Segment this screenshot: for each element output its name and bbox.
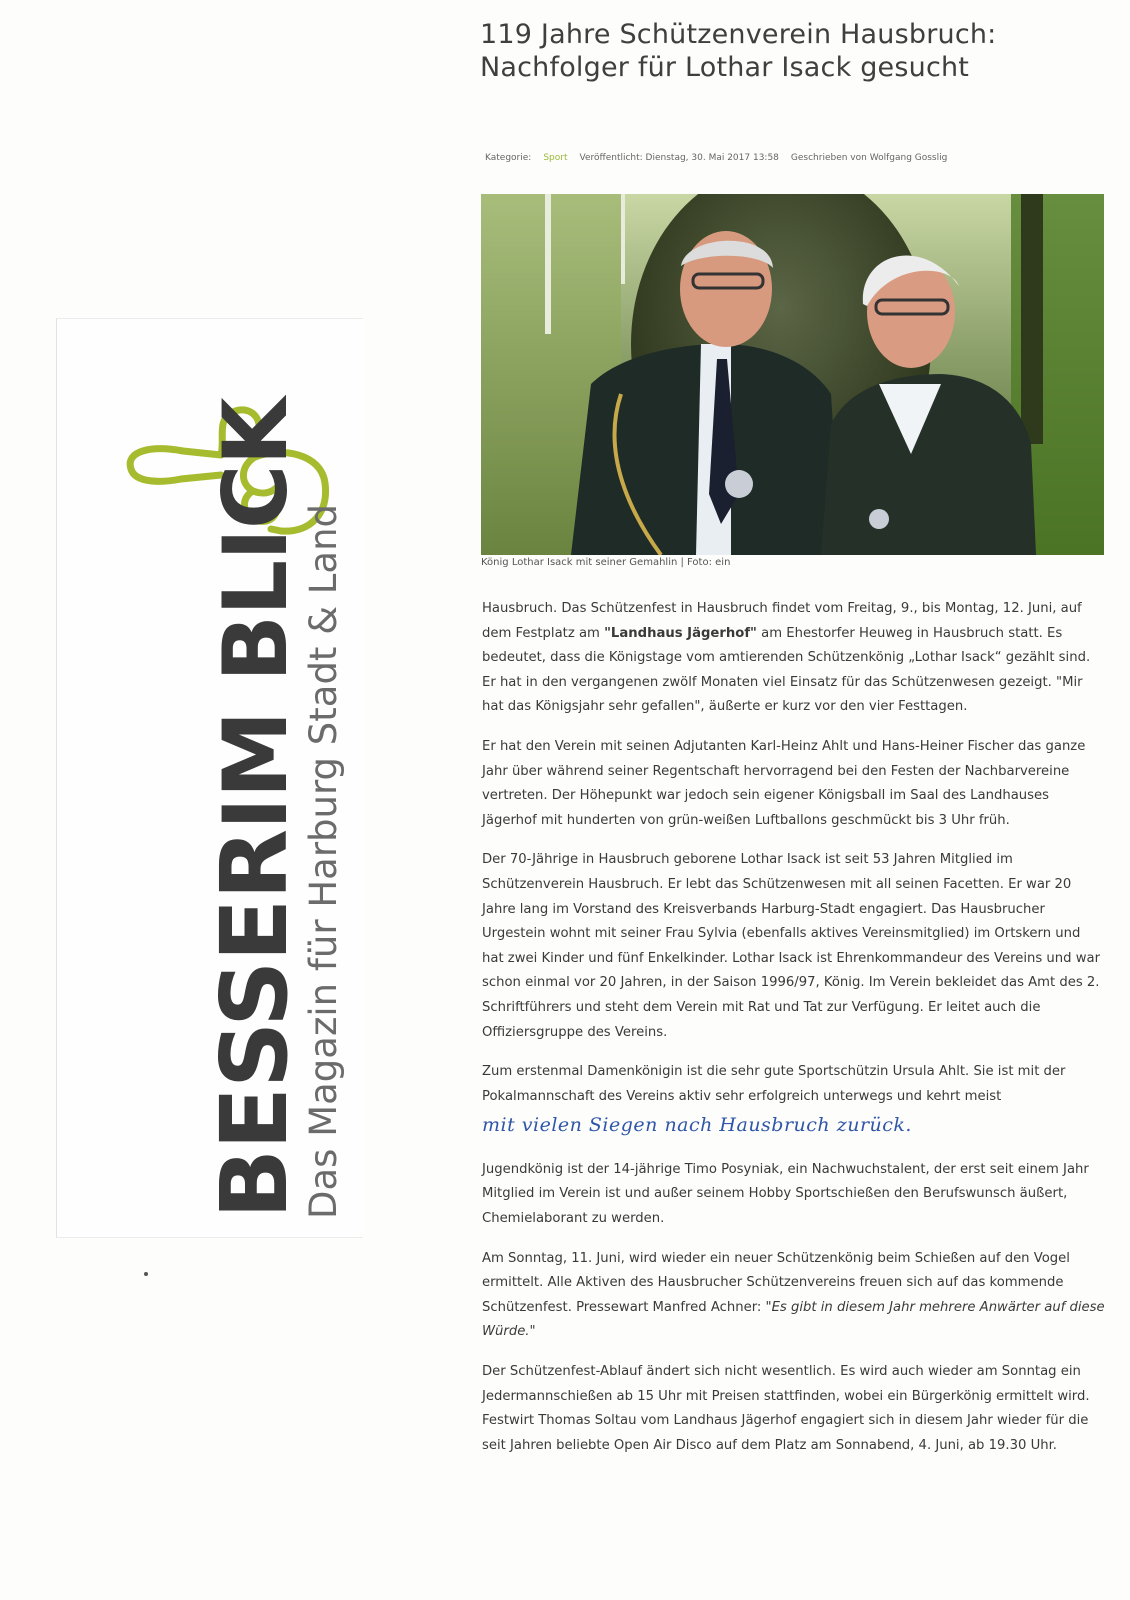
category-link[interactable]: Sport (543, 153, 568, 163)
p6-text: Am Sonntag, 11. Juni, wird wieder ein neuer Schützenkönig beim Schießen auf den Vogel ermittelt. Alle Aktiven des Hausbrucher Schützenvereins freuen sich auf das kommende Schützenfest. Pressewart Manfred Achner: (482, 1250, 1070, 1315)
paragraph-4: Zum erstenmal Damenkönigin ist die sehr gute Sportschützin Ursula Ahlt. Sie ist mit der Pokalmannschaft des Vereins aktiv sehr erfolgreich unterwegs und kehrt meist (482, 1064, 1066, 1104)
logo-title-part1: BESSER (201, 829, 308, 1219)
article-title-line2: Nachfolger für Lothar Isack gesucht (480, 52, 970, 83)
logo-wordmark (201, 398, 345, 1219)
paragraph-6 (482, 1247, 1106, 1345)
photo-caption: König Lothar Isack mit seiner Gemahlin | Foto: ein (481, 557, 731, 568)
speck (144, 1272, 148, 1276)
paragraph-3: Der 70-Jährige in Hausbruch geborene Lothar Isack ist seit 53 Jahren Mitglied im Schützenverein Hausbruch. Er lebt das Schützenwesen mit all seinen Facetten. Er war 20 Jahre lang im Vorstand des Kreisverbands Harburg-Stadt engagiert. Das Hausbrucher Urgestein wohnt mit seiner Frau Sylvia (ebenfalls aktives Vereinsmitglied) im Ortskern und hat zwei Kinder und fünf Enkelkinder. Lothar Isack ist Ehrenkommandeur des Vereins und war schon einmal vor 20 Jahren, in der Saison 1996/97, König. Im Verein bekleidet das Amt des 2. Schriftführers und steht dem Verein mit Rat und Tat zur Verfügung. Er leitet auch die Offiziersgruppe des Vereins. (482, 852, 1100, 1040)
paragraph-5: Jugendkönig ist der 14-jährige Timo Posyniak, ein Nachwuchstalent, der erst seit einem Jahr Mitglied im Verein ist und außer seinem Hobby Sportschießen den Berufswunsch äußert, Chemielaborant zu werden. (482, 1161, 1089, 1227)
logo-title-part2: IM BLICK (204, 398, 307, 830)
published-date: Veröffentlicht: Dienstag, 30. Mai 2017 13:58 (579, 153, 779, 163)
article-title (480, 18, 1100, 84)
press-quote: "Es gibt in diesem Jahr mehrere Anwärter auf diese Würde." (482, 1299, 1105, 1340)
venue-name: "Landhaus Jägerhof" (604, 625, 757, 641)
author: Geschrieben von Wolfgang Gosslig (790, 153, 948, 163)
paragraph-7: Der Schützenfest-Ablauf ändert sich nicht wesentlich. Es wird auch wieder am Sonntag ein Jedermannschießen ab 15 Uhr mit Preisen stattfinden, wobei ein Bürgerkönig ermittelt wird. Festwirt Thomas Soltau vom Landhaus Jägerhof engagiert sich in diesem Jahr wieder für die seit Jahren beliebte Open Air Disco auf dem Platz am Sonnabend, 4. Juni, ab 19.30 Uhr. (482, 1364, 1090, 1453)
logo-subtitle: Das Magazin für Harburg Stadt & Land (302, 503, 345, 1219)
logo-title (201, 398, 308, 1219)
article-photo (481, 194, 1104, 555)
handwritten-note: mit vielen Siegen nach Hausbruch zurück. (482, 1114, 912, 1137)
article-header (480, 18, 1100, 84)
photo-illustration (481, 194, 1104, 555)
paragraph-2: Er hat den Verein mit seinen Adjutanten Karl-Heinz Ahlt und Hans-Heiner Fischer das ganze Jahr über während seiner Regentschaft hervorragend bei den Festen der Nachbarvereine vertreten. Der Höhepunkt war jedoch sein eigener Königsball im Saal des Landhauses Jägerhof mit hunderten von grün-weißen Luftballons geschmückt bis 3 Uhr früh. (482, 738, 1086, 828)
category-label: Kategorie: (485, 153, 532, 163)
article-meta (485, 153, 959, 163)
logo-panel (56, 318, 363, 1238)
article-body (482, 597, 1106, 1473)
lead-word: Hausbruch. (482, 601, 558, 616)
paragraph-1 (482, 597, 1106, 720)
p1-text-b: am Ehestorfer Heuweg in Hausbruch statt. Es bedeutet, dass die Königstage vom amtierenden Schützenkönig „Lothar Isack“ gezählt sind. Er hat in den vergangenen zwölf Monaten viel Einsatz für das Schützenwesen gezeigt. "Mir hat das Königsjahr sehr gefallen", äußerte er kurz vor den vier Festtagen. (482, 625, 1091, 715)
p1-text-a: Das Schützenfest in Hausbruch findet vom Freitag, 9., bis Montag, 12. Juni, auf dem Festplatz am (482, 601, 1082, 641)
article-title-line1: 119 Jahre Schützenverein Hausbruch: (480, 19, 997, 50)
